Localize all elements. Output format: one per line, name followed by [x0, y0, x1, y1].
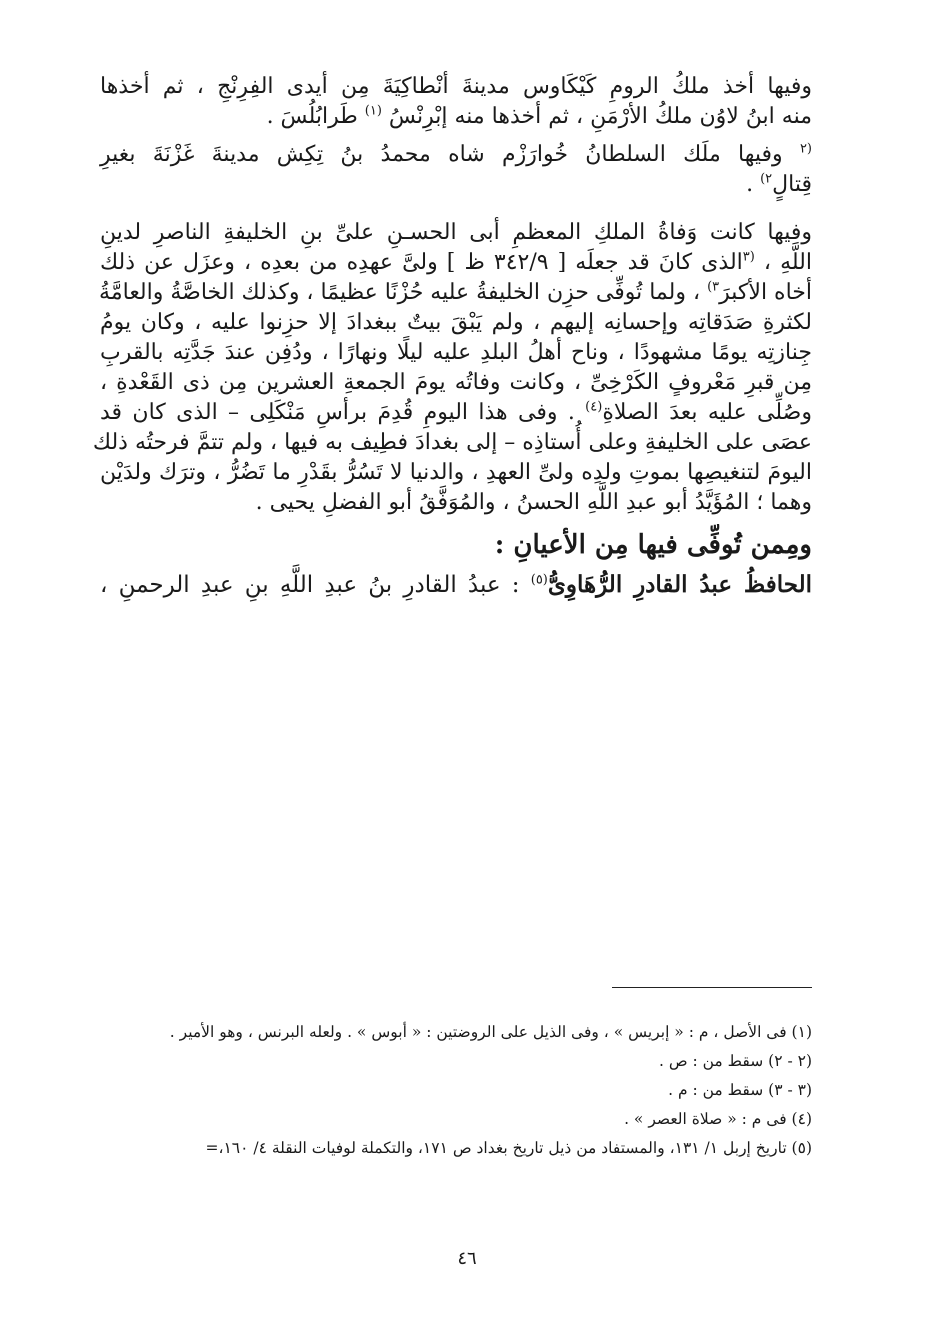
paragraph-2-line-1	[100, 140, 812, 170]
paragraph-3-line-2	[100, 248, 812, 278]
footnote-5: (٥) تاريخ إربل ١/ ١٣١، والمستفاد من ذيل تاريخ بغداد ص ١٧١، والتكملة لوفيات النقلة ٤/ ١٦٠،=	[205, 1139, 812, 1157]
text-run: الذى كانَ قد جعلَه [ ٣٤٢/٩ ظ ] ولىَّ عهدِه من بعدِه ، وعزَل عن ذلك	[100, 250, 743, 275]
text-run: أخاه الأكبرَ	[719, 280, 812, 305]
text-run: طَرابُلُسَ .	[266, 104, 358, 129]
text-run: وفيها ملَك السلطانُ خُوارَزْم شاه محمدُ بنُ تِكِش مدينةَ غَزْنَةَ بغيرِ	[100, 142, 783, 167]
footnote-2: (٢ - ٢) سقط من : ص .	[658, 1052, 812, 1070]
paragraph-3-line-8: عصَى على الخليفةِ وعلى أُستاذِه – إلى بغدادَ فطِيف به فيها ، ولم تتمَّ فرحتُه ذلك	[92, 430, 812, 455]
text-run: وصُلِّى عليه بعدَ الصلاةِ	[602, 400, 812, 425]
paragraph-3-line-1: وفيها كانت وَفاةُ الملكِ المعظمِ أبى الحسـنِ علىِّ بنِ الخليفةِ الناصرِ لدينِ	[100, 220, 812, 245]
paragraph-1-line-2	[100, 102, 812, 132]
footnote-3: (٣ - ٣) سقط من : م .	[668, 1081, 812, 1099]
footnote-1: (١) فى الأصل ، م : « إبريس » ، وفى الذيل على الروضتين : « أبوس » . ولعله البرنس ، وهو الأمير .	[169, 1023, 812, 1041]
footnote-ref-5: (٥)	[530, 572, 548, 588]
text-run: اللَّهِ ،	[763, 250, 812, 275]
footnote-ref-1: (١)	[364, 103, 382, 119]
paragraph-3-line-9: اليومَ لتنغيصِها بموتِ ولدِه ولىِّ العهدِ ، والدنيا لا تَسُرُّ بقَدْرِ ما تَضُرُّ ، وترَك ولدَيْن	[100, 460, 812, 485]
section-heading: ومِمن تُوفِّى فيها مِن الأعيانِ :	[494, 530, 812, 560]
text-run: قِتالٍ	[772, 172, 812, 197]
biography-entry	[100, 568, 812, 602]
footnote-4: (٤) فى م : « صلاة العصر » .	[624, 1110, 812, 1128]
entry-name: الحافظُ عبدُ القادرِ الرُّهَاوِىُّ	[547, 571, 813, 598]
paragraph-3-line-10: وهما ؛ المُؤَيَّدُ أبو عبدِ اللَّهِ الحسنُ ، والمُوَفَّقُ أبو الفضلِ يحيى .	[255, 490, 812, 515]
paragraph-3-line-3	[100, 278, 812, 308]
paragraph-3-line-6: مِن قبرِ مَعْروفٍ الكَرْخِىِّ ، وكانت وفاتُه يومَ الجمعةِ العشرين مِن ذى القَعْدةِ ،	[100, 370, 812, 395]
text-run: . وفى هذا اليومِ قُدِمَ برأسِ مَنْكَلِى – الذى كان قد	[100, 400, 575, 425]
footnotes	[100, 1018, 812, 1163]
text-run: ، ولما تُوفِّى حزِن الخليفةُ عليه حُزْنًا عظيمًا ، وكذلك الخاصَّةُ والعامَّةُ	[99, 280, 701, 305]
footnote-ref-3-close: ٣)	[707, 279, 720, 295]
entry-text: : عبدُ القادرِ بنُ عبدِ اللَّهِ بنِ عبدِ الرحمنِ ،	[100, 572, 520, 598]
paragraph-1-line-1: وفيها أخذ ملكُ الرومِ كَيْكَاوس مدينةَ أنْطاكِيَةَ مِن أيدى الفِرِنْجِ ، ثم أخذها	[100, 74, 812, 99]
paragraph-3-line-5: جِنازتِه يومًا مشهودًا ، وناح أهلُ البلدِ عليه ليلًا ونهارًا ، ودُفِن عندَ جَدَّتِه بالقربِ	[100, 340, 812, 365]
footnote-ref-3-open: (٣	[742, 249, 755, 265]
paragraph-3-line-4: لكثرةِ صَدَقاتِه وإحسانِه إليهم ، ولم يَبْقَ بيتٌ ببغدادَ إلا حزِنوا عليه ، وكان يومُ	[100, 310, 812, 335]
paragraph-2-line-2	[100, 170, 812, 200]
footnote-divider	[612, 987, 812, 988]
footnote-ref-4: (٤)	[585, 399, 603, 415]
footnote-ref-2-close: ٢)	[760, 171, 773, 187]
page-number: ٤٦	[457, 1248, 477, 1269]
main-text	[92, 72, 813, 602]
footnote-ref-2-open: (٢	[799, 141, 812, 157]
text-run: منه ابنُ لاوُن ملكُ الأرْمَنِ ، ثم أخذها منه إبْرِنْسُ	[388, 104, 812, 129]
paragraph-3-line-7	[100, 398, 812, 428]
text-run: .	[746, 172, 754, 197]
